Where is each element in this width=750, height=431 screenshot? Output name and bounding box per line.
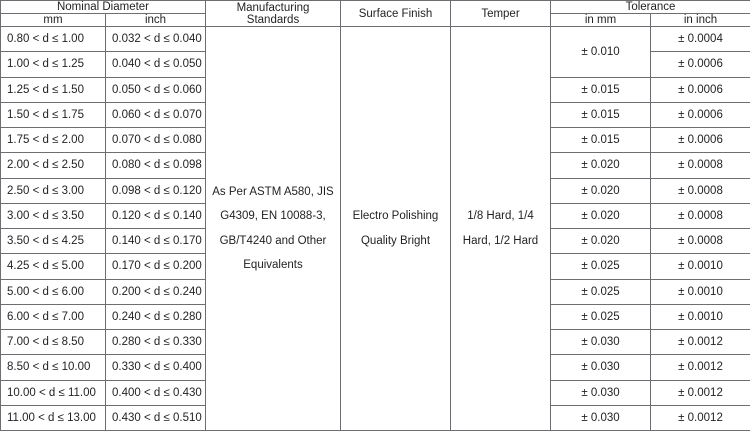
cell-diameter-inch: 0.280 < d ≤ 0.330 [106, 330, 206, 355]
cell-diameter-mm: 8.50 < d ≤ 10.00 [1, 355, 106, 380]
cell-diameter-mm: 1.75 < d ≤ 2.00 [1, 128, 106, 153]
cell-tolerance-inch: ± 0.0006 [651, 102, 750, 127]
cell-diameter-mm: 11.00 < d ≤ 13.00 [1, 405, 106, 430]
header-row-main [1, 1, 750, 14]
header-sub-mm: mm [1, 14, 106, 27]
cell-surface-finish: Electro Polishing Quality Bright [341, 27, 451, 431]
header-sub-tolerance-inch: in inch [651, 14, 750, 27]
cell-manufacturing-standards: As Per ASTM A580, JIS G4309, EN 10088-3, GB/T4240 and Other Equivalents [206, 27, 341, 431]
table-row [1, 27, 750, 52]
cell-diameter-mm: 0.80 < d ≤ 1.00 [1, 27, 106, 52]
cell-tolerance-mm: ± 0.030 [551, 405, 651, 430]
cell-diameter-inch: 0.050 < d ≤ 0.060 [106, 77, 206, 102]
cell-diameter-inch: 0.330 < d ≤ 0.400 [106, 355, 206, 380]
header-sub-inch: inch [106, 14, 206, 27]
cell-diameter-mm: 3.50 < d ≤ 4.25 [1, 229, 106, 254]
cell-tolerance-inch: ± 0.0010 [651, 254, 750, 279]
header-tolerance: Tolerance [551, 1, 750, 14]
cell-tolerance-mm: ± 0.015 [551, 102, 651, 127]
cell-diameter-inch: 0.120 < d ≤ 0.140 [106, 203, 206, 228]
cell-diameter-mm: 3.00 < d ≤ 3.50 [1, 203, 106, 228]
cell-diameter-inch: 0.098 < d ≤ 0.120 [106, 178, 206, 203]
cell-diameter-mm: 6.00 < d ≤ 7.00 [1, 304, 106, 329]
cell-tolerance-mm: ± 0.015 [551, 77, 651, 102]
cell-tolerance-mm: ± 0.015 [551, 128, 651, 153]
cell-diameter-mm: 4.25 < d ≤ 5.00 [1, 254, 106, 279]
cell-tolerance-inch: ± 0.0012 [651, 405, 750, 430]
cell-tolerance-mm: ± 0.025 [551, 279, 651, 304]
cell-tolerance-inch: ± 0.0008 [651, 203, 750, 228]
cell-tolerance-inch: ± 0.0012 [651, 380, 750, 405]
cell-tolerance-inch: ± 0.0010 [651, 279, 750, 304]
header-surface-finish: Surface Finish [341, 1, 451, 27]
cell-diameter-mm: 2.50 < d ≤ 3.00 [1, 178, 106, 203]
cell-diameter-mm: 10.00 < d ≤ 11.00 [1, 380, 106, 405]
cell-diameter-mm: 5.00 < d ≤ 6.00 [1, 279, 106, 304]
header-sub-tolerance-mm: in mm [551, 14, 651, 27]
cell-tolerance-mm: ± 0.030 [551, 330, 651, 355]
cell-diameter-mm: 7.00 < d ≤ 8.50 [1, 330, 106, 355]
cell-diameter-inch: 0.032 < d ≤ 0.040 [106, 27, 206, 52]
cell-tolerance-mm: ± 0.020 [551, 229, 651, 254]
cell-tolerance-inch: ± 0.0008 [651, 178, 750, 203]
cell-tolerance-inch: ± 0.0006 [651, 52, 750, 77]
cell-diameter-mm: 2.00 < d ≤ 2.50 [1, 153, 106, 178]
cell-diameter-inch: 0.060 < d ≤ 0.070 [106, 102, 206, 127]
cell-tolerance-mm: ± 0.025 [551, 254, 651, 279]
cell-diameter-inch: 0.400 < d ≤ 0.430 [106, 380, 206, 405]
cell-tolerance-inch: ± 0.0010 [651, 304, 750, 329]
header-manufacturing-standards: Manufacturing Standards [206, 1, 341, 27]
cell-tolerance-inch: ± 0.0004 [651, 27, 750, 52]
table-body [1, 27, 750, 431]
cell-diameter-inch: 0.430 < d ≤ 0.510 [106, 405, 206, 430]
cell-tolerance-inch: ± 0.0006 [651, 128, 750, 153]
cell-diameter-inch: 0.040 < d ≤ 0.050 [106, 52, 206, 77]
cell-tolerance-inch: ± 0.0006 [651, 77, 750, 102]
cell-diameter-inch: 0.170 < d ≤ 0.200 [106, 254, 206, 279]
cell-tolerance-inch: ± 0.0008 [651, 153, 750, 178]
cell-tolerance-mm: ± 0.025 [551, 304, 651, 329]
cell-tolerance-mm: ± 0.020 [551, 178, 651, 203]
cell-tolerance-mm: ± 0.030 [551, 355, 651, 380]
header-temper: Temper [451, 1, 551, 27]
cell-tolerance-mm: ± 0.030 [551, 380, 651, 405]
cell-diameter-inch: 0.240 < d ≤ 0.280 [106, 304, 206, 329]
cell-diameter-inch: 0.140 < d ≤ 0.170 [106, 229, 206, 254]
cell-tolerance-mm: ± 0.020 [551, 203, 651, 228]
cell-tolerance-inch: ± 0.0008 [651, 229, 750, 254]
cell-tolerance-mm: ± 0.020 [551, 153, 651, 178]
cell-diameter-mm: 1.25 < d ≤ 1.50 [1, 77, 106, 102]
cell-tolerance-inch: ± 0.0012 [651, 355, 750, 380]
cell-diameter-inch: 0.070 < d ≤ 0.080 [106, 128, 206, 153]
cell-diameter-inch: 0.080 < d ≤ 0.098 [106, 153, 206, 178]
cell-diameter-mm: 1.50 < d ≤ 1.75 [1, 102, 106, 127]
cell-tolerance-mm: ± 0.010 [551, 27, 651, 78]
table-header [1, 1, 750, 27]
cell-temper: 1/8 Hard, 1/4 Hard, 1/2 Hard [451, 27, 551, 431]
cell-diameter-inch: 0.200 < d ≤ 0.240 [106, 279, 206, 304]
cell-tolerance-inch: ± 0.0012 [651, 330, 750, 355]
header-nominal-diameter: Nominal Diameter [1, 1, 206, 14]
cell-diameter-mm: 1.00 < d ≤ 1.25 [1, 52, 106, 77]
